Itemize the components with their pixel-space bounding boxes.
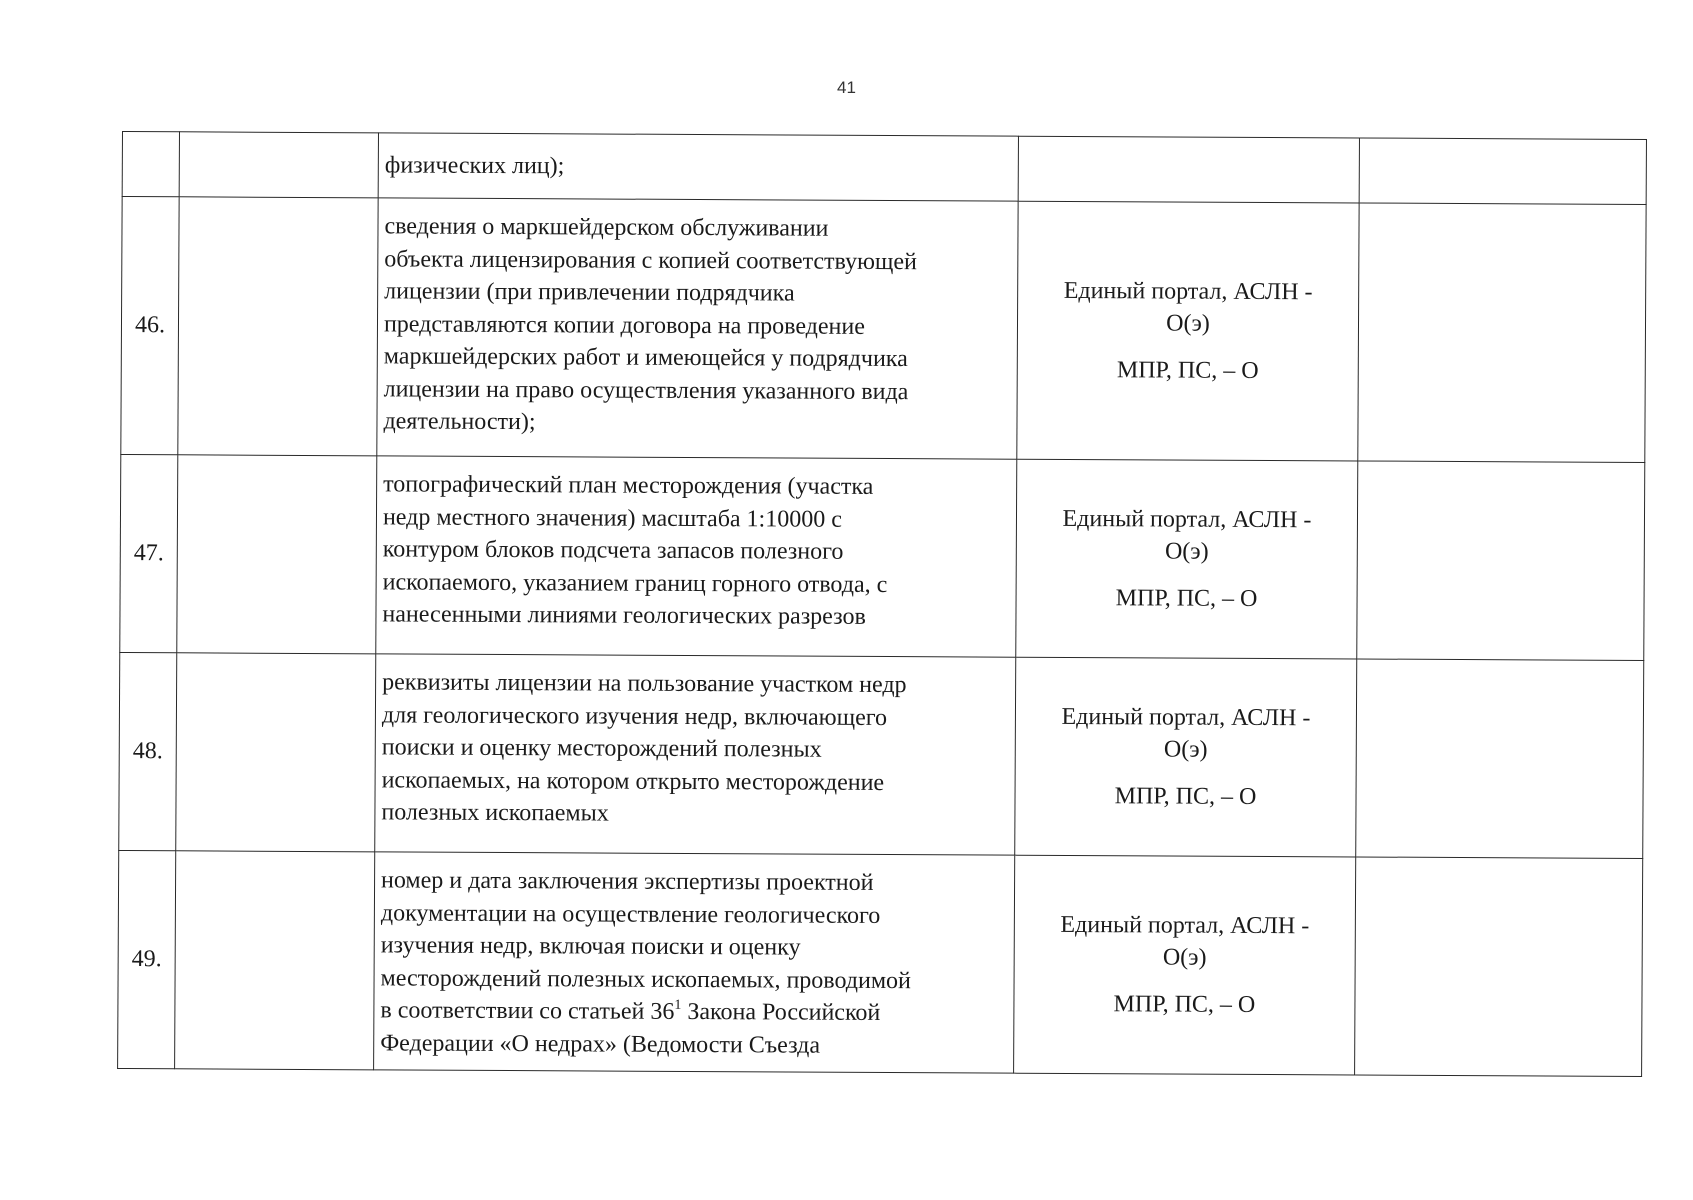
row-source xyxy=(1017,201,1359,461)
row-description xyxy=(378,133,1018,201)
source-line: О(э) xyxy=(1166,310,1210,337)
description-text-part: Закона Российской Федерации «О недрах» (Ведомости Съезда xyxy=(380,998,881,1059)
blank-cell xyxy=(176,653,376,852)
row-number: 47. xyxy=(120,454,178,652)
source-line: МПР, ПС, – О xyxy=(1116,356,1259,384)
row-source xyxy=(1015,657,1357,857)
description-text: сведения о маркшейдерском обслуживании объекта лицензирования с копией соответствующей лицензии (при привлечении подрядчика представляются копии договора на проведение маркшейдерских работ и имеющейся у подрядчика лицензии на право осуществления указанного вида деятельности); xyxy=(383,213,918,436)
source-line: Единый портал, АСЛН - xyxy=(1061,703,1311,731)
row-number: 46. xyxy=(121,197,179,455)
description-text: реквизиты лицензии на пользование участком недр для геологического изучения недр, включающего поиски и оценку месторождений полезных ископаемых, на котором открыто месторождение полезных ископаемых xyxy=(381,669,907,827)
blank-cell xyxy=(179,132,378,198)
description-text: физических лиц); xyxy=(384,152,565,180)
table-row xyxy=(118,850,1643,1076)
description-text xyxy=(380,867,911,1058)
source-line: О(э) xyxy=(1163,736,1208,763)
last-cell xyxy=(1355,857,1643,1076)
source-line xyxy=(1027,169,1351,171)
row-number: 48. xyxy=(119,652,177,850)
table-row xyxy=(121,197,1646,463)
last-cell xyxy=(1356,659,1644,859)
source-line: Единый портал, АСЛН - xyxy=(1062,505,1312,533)
blank-cell xyxy=(175,851,375,1070)
requirements-table xyxy=(117,131,1647,1077)
source-line: МПР, ПС, – О xyxy=(1114,782,1257,810)
last-cell xyxy=(1359,138,1646,205)
table-row xyxy=(119,652,1644,858)
description-text-part: номер и дата заключения экспертизы проектной документации на осуществление геологического изучения недр, включая поиски и оценку месторождений полезных ископаемых, проводимой в соответствии со статьей 36 xyxy=(380,867,911,1025)
blank-cell xyxy=(177,455,377,654)
row-source xyxy=(1016,459,1358,659)
row-source xyxy=(1018,136,1359,203)
source-line: МПР, ПС, – О xyxy=(1113,990,1256,1018)
row-description xyxy=(377,198,1018,459)
source-line: Единый портал, АСЛН - xyxy=(1060,911,1310,939)
row-description xyxy=(376,456,1017,657)
last-cell xyxy=(1357,461,1645,661)
description-text: топографический план месторождения (участка недр местного значения) масштаба 1:10000 с контуром блоков подсчета запасов полезного ископаемого, указанием границ горного отвода, с нанесенными линиями геологических разрезов xyxy=(382,471,888,630)
row-description xyxy=(374,852,1015,1073)
row-number: 49. xyxy=(118,850,176,1068)
source-line: МПР, ПС, – О xyxy=(1115,584,1258,612)
source-line: О(э) xyxy=(1164,538,1209,565)
source-line: О(э) xyxy=(1162,944,1207,971)
footnote-superscript: 1 xyxy=(674,997,682,1013)
blank-cell xyxy=(178,197,378,456)
table-row xyxy=(120,454,1645,660)
page-number: 41 xyxy=(837,78,856,97)
row-number xyxy=(122,132,179,197)
last-cell xyxy=(1358,203,1646,462)
row-description xyxy=(375,654,1016,855)
row-source xyxy=(1014,855,1356,1075)
table-row xyxy=(122,132,1646,205)
source-line: Единый портал, АСЛН - xyxy=(1063,277,1313,305)
